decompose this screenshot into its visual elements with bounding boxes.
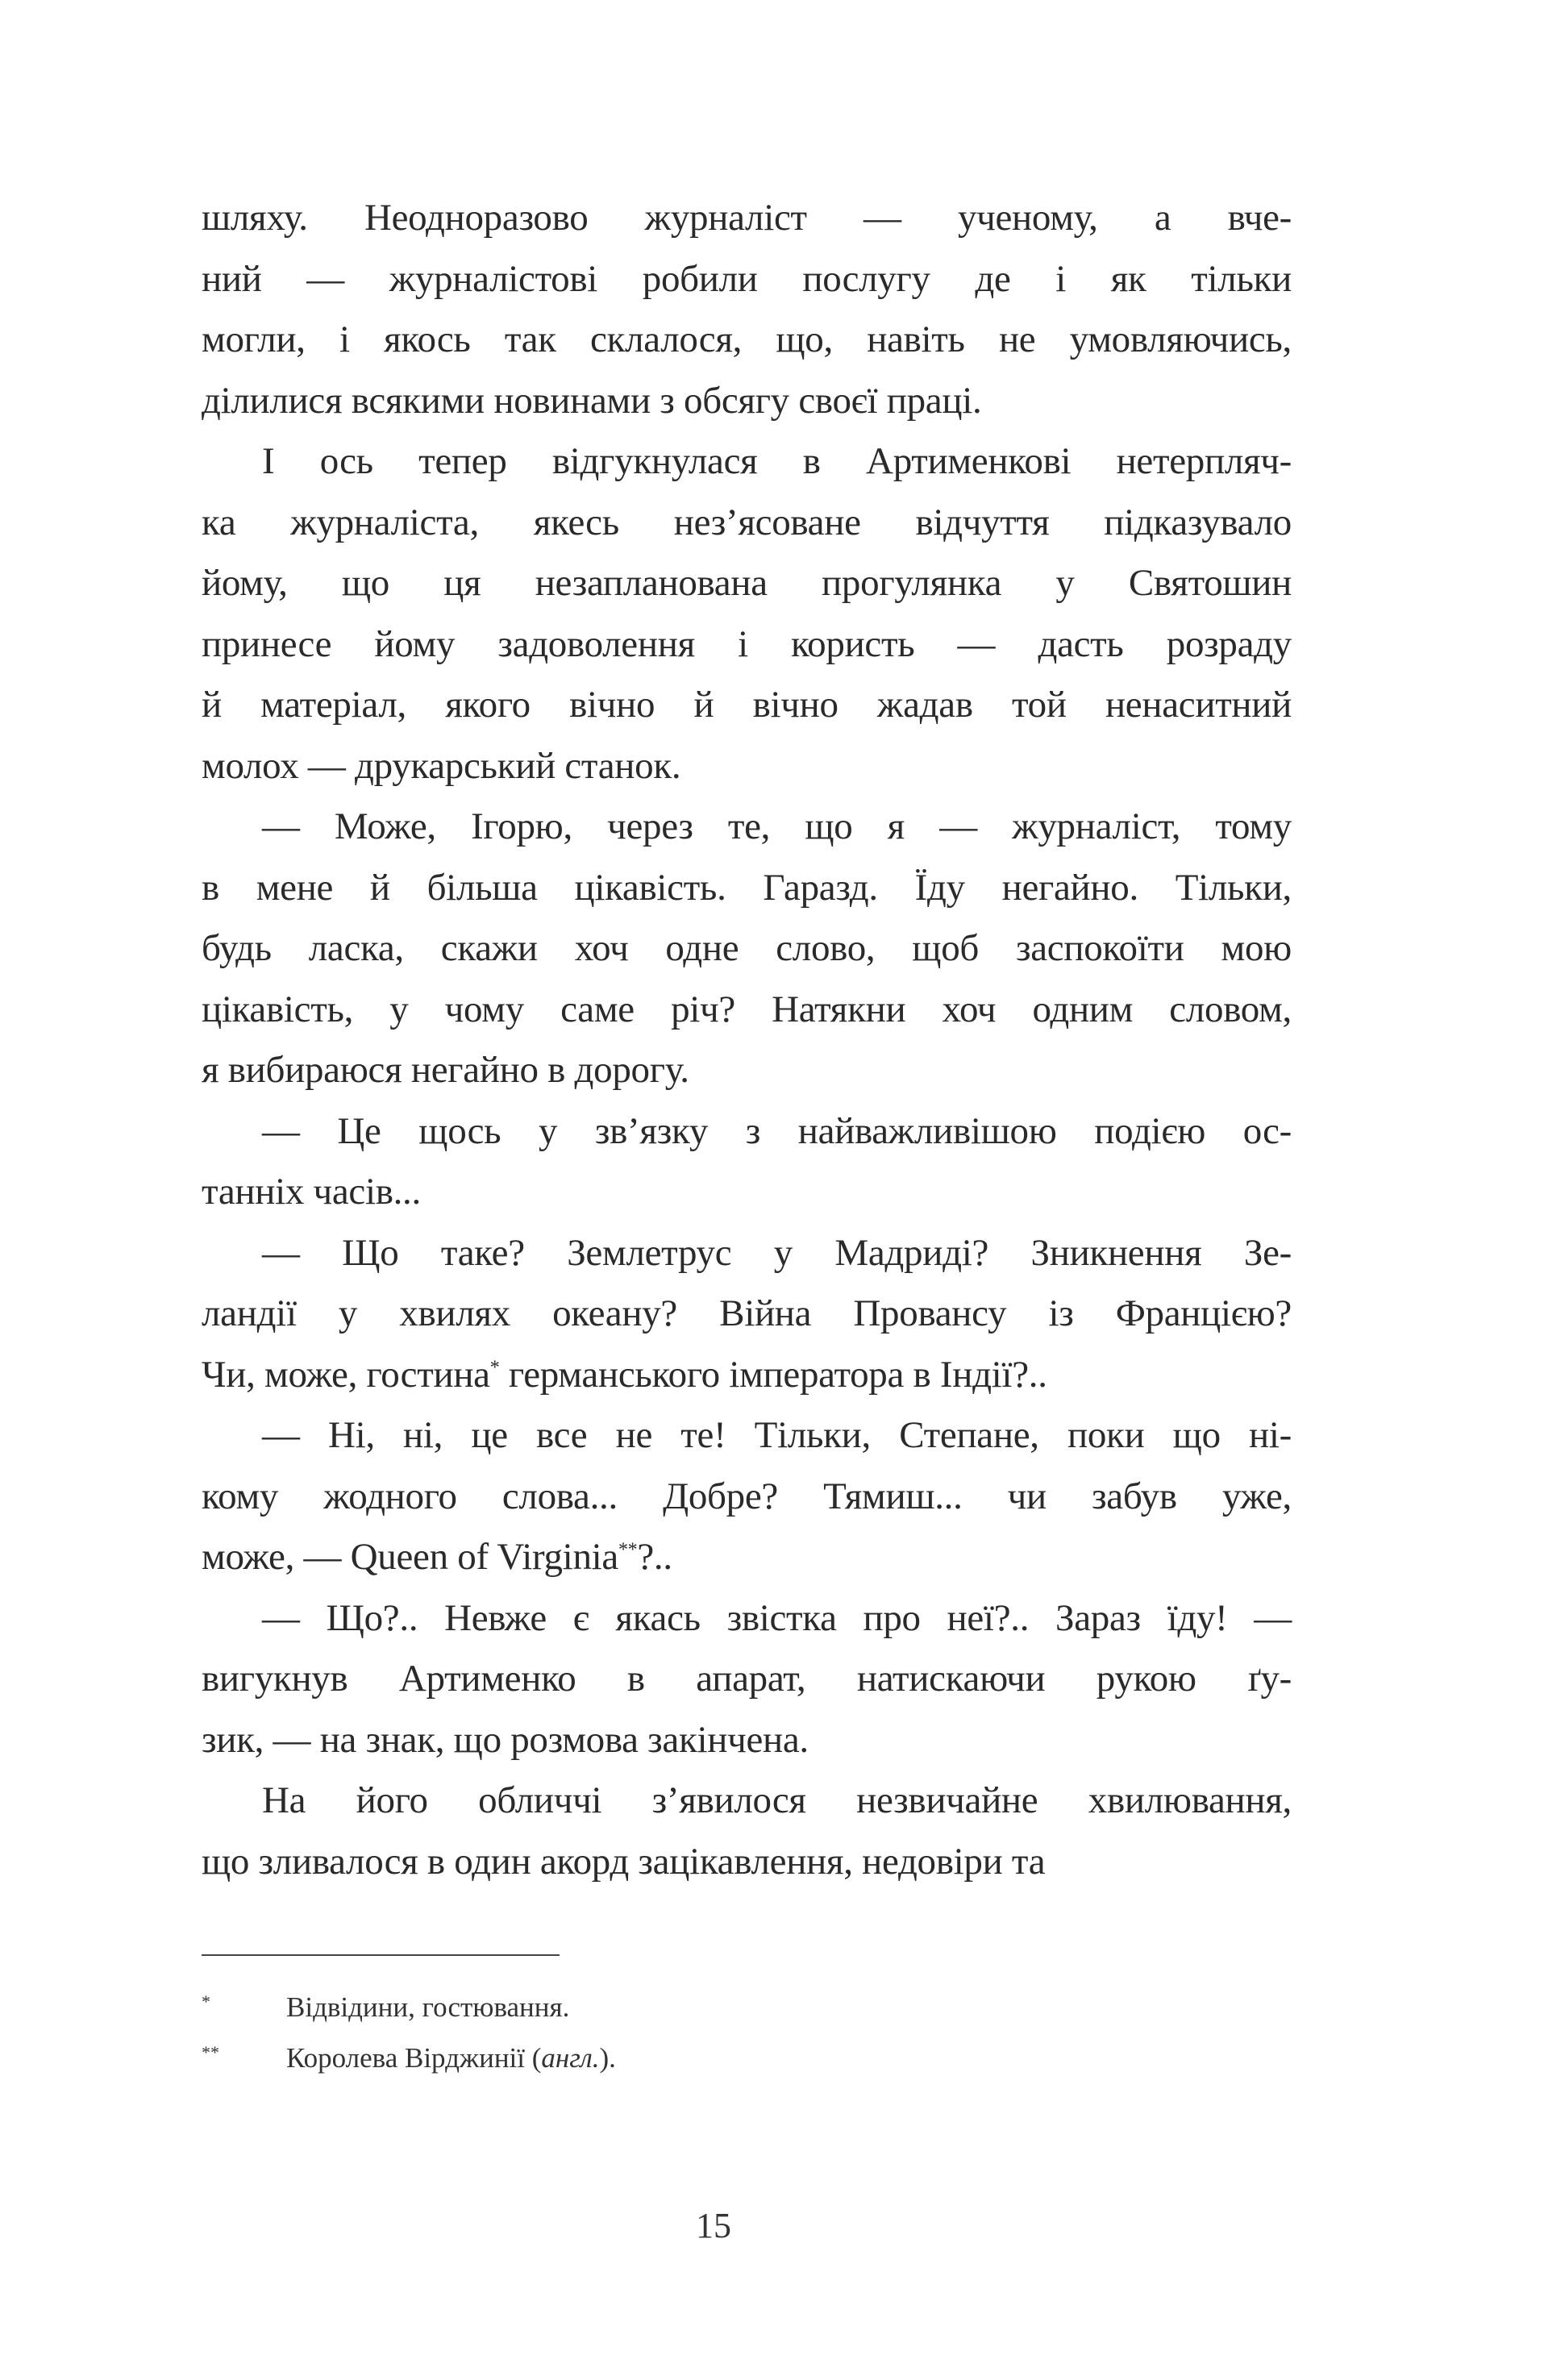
text-line: танніх часів... <box>202 1171 421 1213</box>
footnote-divider <box>202 1954 560 1956</box>
text-line: молох — друкарський станок. <box>202 744 681 787</box>
text-line: кому жодного слова... Добре? Тямиш... чи забув уже, <box>202 1475 1292 1517</box>
text-line <box>202 1345 1292 1406</box>
text-line <box>202 1527 1292 1588</box>
text-line: шляху. Неодноразово журналіст — ученому, а вче- <box>202 197 1292 239</box>
footnote-text: Королева Вірджинії ( <box>286 2042 542 2074</box>
footnote-mark: * <box>202 1991 210 2012</box>
text-segment: може, — Queen of Virginia <box>202 1536 618 1578</box>
text-segment: ?.. <box>637 1536 672 1578</box>
text-line: — Це щось у зв’язку з найважливішою подією ос- <box>262 1109 1292 1152</box>
text-line: й матеріал, якого вічно й вічно жадав той ненаситний <box>202 684 1292 726</box>
text-line: вигукнув Артименко в апарат, натискаючи рукою ґу- <box>202 1658 1292 1700</box>
text-line: ландії у хвилях океану? Війна Провансу із Францією? <box>202 1292 1292 1334</box>
text-line: цікавість, у чому саме річ? Натякни хоч одним словом, <box>202 988 1292 1030</box>
footnote-reference: * <box>489 1356 500 1378</box>
text-line: будь ласка, скажи хоч одне слово, щоб заспокоїти мою <box>202 927 1292 969</box>
text-line: ка журналіста, якесь нез’ясоване відчуття підказувало <box>202 501 1292 543</box>
text-line: — Що?.. Невже є якась звістка про неї?.. Зараз їду! — <box>262 1596 1292 1639</box>
text-line: я вибираюся негайно в дорогу. <box>202 1049 689 1091</box>
text-line: — Ні, ні, це все не те! Тільки, Степане, поки що ні- <box>262 1414 1292 1456</box>
text-line: І ось тепер відгукнулася в Артименкові нетерпляч- <box>262 440 1292 482</box>
text-line: могли, і якось так склалося, що, навіть не умовляючись, <box>202 318 1292 360</box>
text-line: ділилися всякими новинами з обсягу своєї праці. <box>202 379 982 422</box>
text-line: зик, — на знак, що розмова закінчена. <box>202 1718 809 1761</box>
footnote-mark: ** <box>202 2042 219 2062</box>
text-line: в мене й більша цікавість. Гаразд. Їду негайно. Тільки, <box>202 866 1292 909</box>
footnote-tail: ). <box>599 2042 616 2074</box>
text-segment: Чи, може, гостина <box>202 1353 490 1396</box>
text-line: йому, що ця незапланована прогулянка у Святошин <box>202 562 1292 604</box>
text-line: ний — журналістові робили послугу де і як тільки <box>202 257 1292 300</box>
footnote-1 <box>202 1991 569 2024</box>
footnote-2 <box>202 2042 616 2074</box>
text-line: — Що таке? Землетрус у Мадриді? Зникнення Зе- <box>262 1231 1292 1274</box>
footnote-reference: ** <box>618 1539 638 1561</box>
footnote-text: Відвідини, гостювання. <box>286 1991 570 2023</box>
text-line: принесе йому задоволення і користь — дасть розраду <box>202 622 1292 665</box>
text-segment: германського імператора в Індії?.. <box>499 1353 1047 1396</box>
text-line: — Може, Ігорю, через те, що я — журналіст, тому <box>262 805 1292 847</box>
text-line: На його обличчі з’явилося незвичайне хвилювання, <box>262 1779 1292 1821</box>
footnote-italic: англ. <box>541 2042 600 2074</box>
body-text <box>202 188 1292 1892</box>
page-number: 15 <box>696 2206 731 2245</box>
text-line: що зливалося в один акорд зацікавлення, недовіри та <box>202 1840 1046 1883</box>
